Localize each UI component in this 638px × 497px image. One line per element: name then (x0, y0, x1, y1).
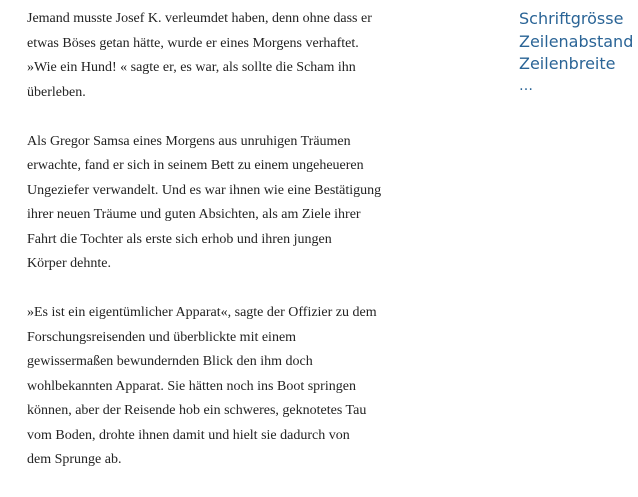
text-line: können, aber der Reisende hob ein schweres, geknotetes Tau (27, 403, 367, 418)
text-line: etwas Böses getan hätte, wurde er eines Morgens verhaftet. (27, 35, 359, 51)
text-line: ihrer neuen Träume und guten Absichten, als am Ziele ihrer (27, 207, 361, 222)
text-line: dem Sprunge ab. (27, 452, 122, 467)
text-line: Körper dehnte. (27, 256, 111, 271)
text-line: Forschungsreisenden und überblickte mit einem (27, 329, 297, 345)
menu-item-line-width[interactable]: Zeilenbreite (519, 54, 616, 73)
text-line: »Es ist ein eigentümlicher Apparat«, sagte der Offizier zu dem (27, 305, 377, 320)
paragraph-1 (27, 7, 467, 105)
text-line: gewissermaßen bewundernden Blick den ihm doch (27, 354, 313, 369)
menu-item-font-size[interactable]: Schriftgrösse (519, 9, 624, 28)
text-line: überleben. (27, 84, 86, 100)
text-line: Fahrt die Tochter als erste sich erhob und ihren jungen (27, 231, 332, 247)
menu-more-ellipsis[interactable]: … (519, 77, 535, 94)
text-line: wohlbekannten Apparat. Sie hätten noch ins Boot springen (27, 378, 356, 394)
menu-item-line-spacing[interactable]: Zeilenabstand (519, 31, 634, 51)
paragraph-3 (27, 301, 467, 473)
text-line: vom Boden, drohte ihnen damit und hielt sie dadurch von (27, 427, 350, 443)
text-line: »Wie ein Hund! « sagte er, es war, als sollte die Scham ihn (27, 60, 356, 75)
paragraph-2 (27, 130, 467, 277)
typography-settings-menu (519, 8, 638, 96)
article-text (27, 7, 467, 497)
text-line: Als Gregor Samsa eines Morgens aus unruhigen Träumen (27, 133, 351, 149)
text-line: erwachte, fand er sich in seinem Bett zu einem ungeheueren (27, 158, 364, 173)
text-line: Jemand musste Josef K. verleumdet haben, denn ohne dass er (27, 11, 372, 26)
text-line: Ungeziefer verwandelt. Und es war ihnen wie eine Bestätigung (27, 182, 382, 198)
